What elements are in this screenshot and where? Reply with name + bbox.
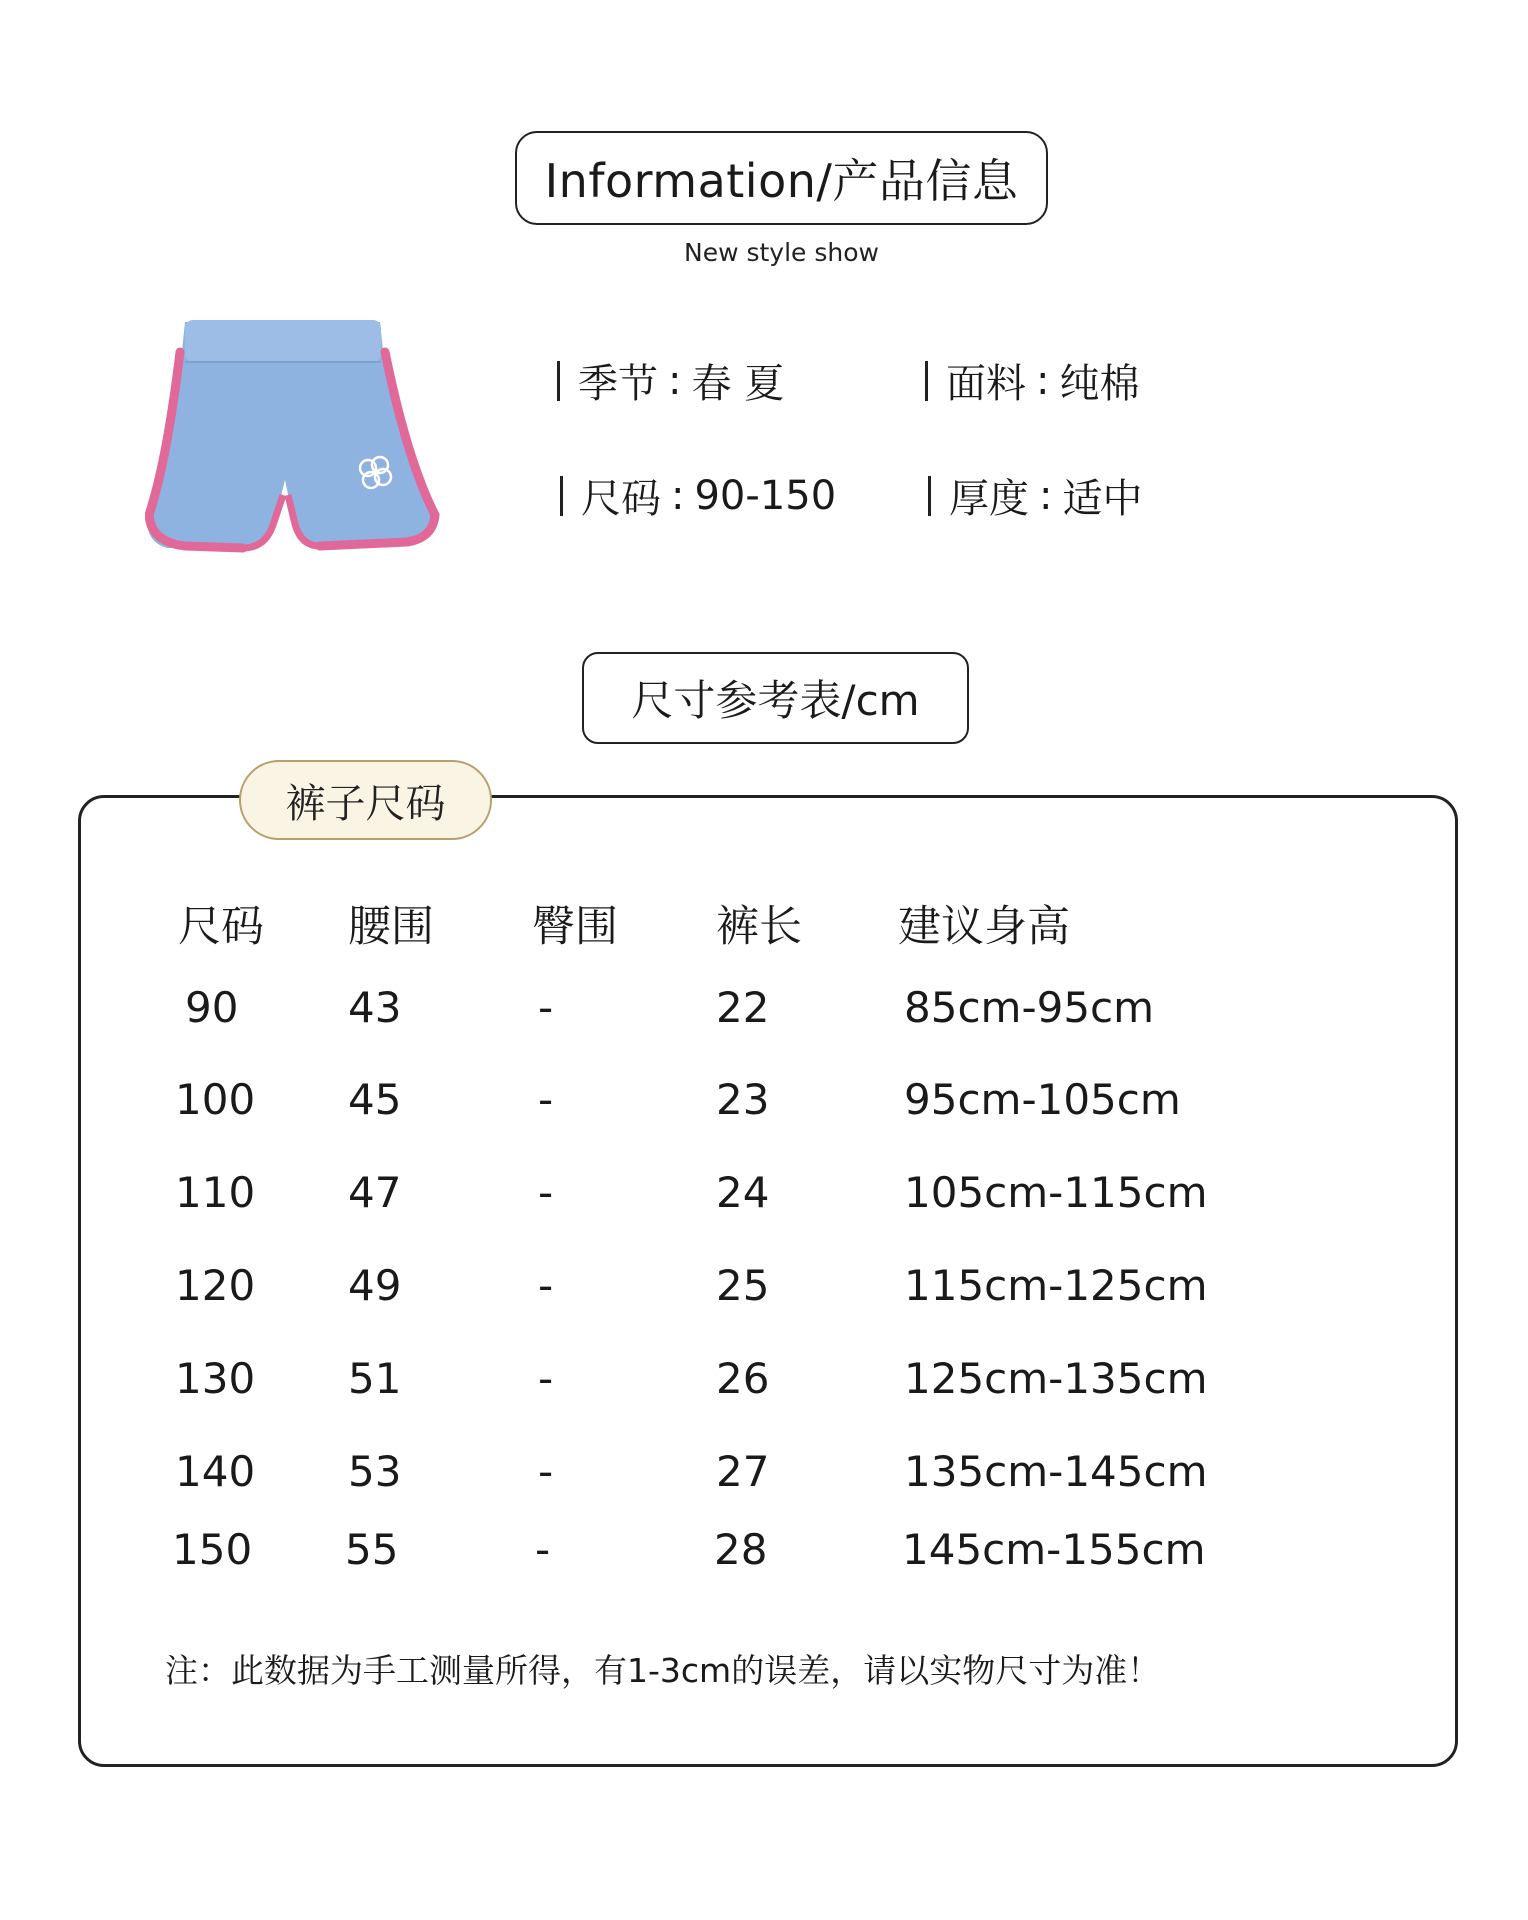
- row-waist: 55: [345, 1525, 399, 1574]
- row-size: 90: [185, 983, 239, 1032]
- divider-bar: [928, 476, 931, 516]
- size-value: 90-150: [694, 472, 837, 519]
- thickness-value: 适中: [1062, 476, 1143, 522]
- row-size: 130: [175, 1354, 256, 1403]
- info-season: [557, 352, 784, 409]
- row-length: 25: [716, 1261, 770, 1310]
- row-waist: 51: [348, 1354, 402, 1403]
- fabric-separator: :: [1036, 357, 1050, 404]
- thickness-label: 厚度: [949, 476, 1029, 522]
- row-height: 115cm-125cm: [904, 1261, 1208, 1310]
- info-size: [560, 467, 836, 524]
- season-separator: :: [668, 357, 682, 404]
- info-thickness: [928, 467, 1142, 524]
- size-separator: :: [671, 472, 685, 519]
- row-length: 24: [716, 1168, 770, 1217]
- row-size: 120: [175, 1261, 256, 1310]
- pants-size-badge-label: 裤子尺码: [285, 780, 446, 827]
- row-hip: -: [538, 1075, 554, 1124]
- info-title: Information/产品信息: [544, 154, 1019, 208]
- divider-bar: [560, 476, 563, 516]
- row-size: 100: [175, 1075, 256, 1124]
- shorts-image: [145, 310, 445, 580]
- measurement-note: 注：此数据为手工测量所得，有1-3cm的误差，请以实物尺寸为准！: [165, 1651, 1161, 1690]
- row-hip: -: [538, 983, 554, 1032]
- row-height: 135cm-145cm: [904, 1447, 1208, 1496]
- header-waist: 腰围: [348, 902, 434, 952]
- row-waist: 49: [348, 1261, 402, 1310]
- row-length: 26: [716, 1354, 770, 1403]
- row-waist: 43: [348, 983, 402, 1032]
- row-height: 125cm-135cm: [904, 1354, 1208, 1403]
- header-size: 尺码: [178, 902, 264, 952]
- subtitle: New style show: [684, 238, 879, 267]
- size-label: 尺码: [581, 476, 661, 522]
- row-height: 105cm-115cm: [904, 1168, 1208, 1217]
- info-fabric: [925, 352, 1139, 409]
- row-length: 27: [716, 1447, 770, 1496]
- row-waist: 47: [348, 1168, 402, 1217]
- row-height: 145cm-155cm: [902, 1525, 1206, 1574]
- row-hip: -: [538, 1168, 554, 1217]
- season-value: 春 夏: [691, 361, 785, 407]
- row-size: 140: [175, 1447, 256, 1496]
- row-hip: -: [538, 1447, 554, 1496]
- row-hip: -: [538, 1261, 554, 1310]
- row-hip: -: [535, 1525, 551, 1574]
- row-length: 22: [716, 983, 770, 1032]
- row-height: 85cm-95cm: [904, 983, 1155, 1032]
- info-title-pill: [515, 131, 1048, 225]
- season-label: 季节: [578, 361, 658, 407]
- header-height: 建议身高: [898, 902, 1070, 952]
- row-waist: 53: [348, 1447, 402, 1496]
- header-length: 裤长: [716, 902, 802, 952]
- row-hip: -: [538, 1354, 554, 1403]
- row-size: 110: [175, 1168, 256, 1217]
- row-waist: 45: [348, 1075, 402, 1124]
- size-chart-title: 尺寸参考表/cm: [631, 676, 920, 725]
- row-size: 150: [172, 1525, 253, 1574]
- pants-size-badge: [239, 760, 492, 840]
- divider-bar: [925, 361, 928, 401]
- divider-bar: [557, 361, 560, 401]
- size-chart-title-pill: [582, 652, 969, 744]
- row-height: 95cm-105cm: [904, 1075, 1181, 1124]
- row-length: 28: [714, 1525, 768, 1574]
- thickness-separator: :: [1039, 472, 1053, 519]
- row-length: 23: [716, 1075, 770, 1124]
- header-hip: 臀围: [532, 902, 618, 952]
- fabric-label: 面料: [946, 361, 1026, 407]
- fabric-value: 纯棉: [1059, 361, 1140, 407]
